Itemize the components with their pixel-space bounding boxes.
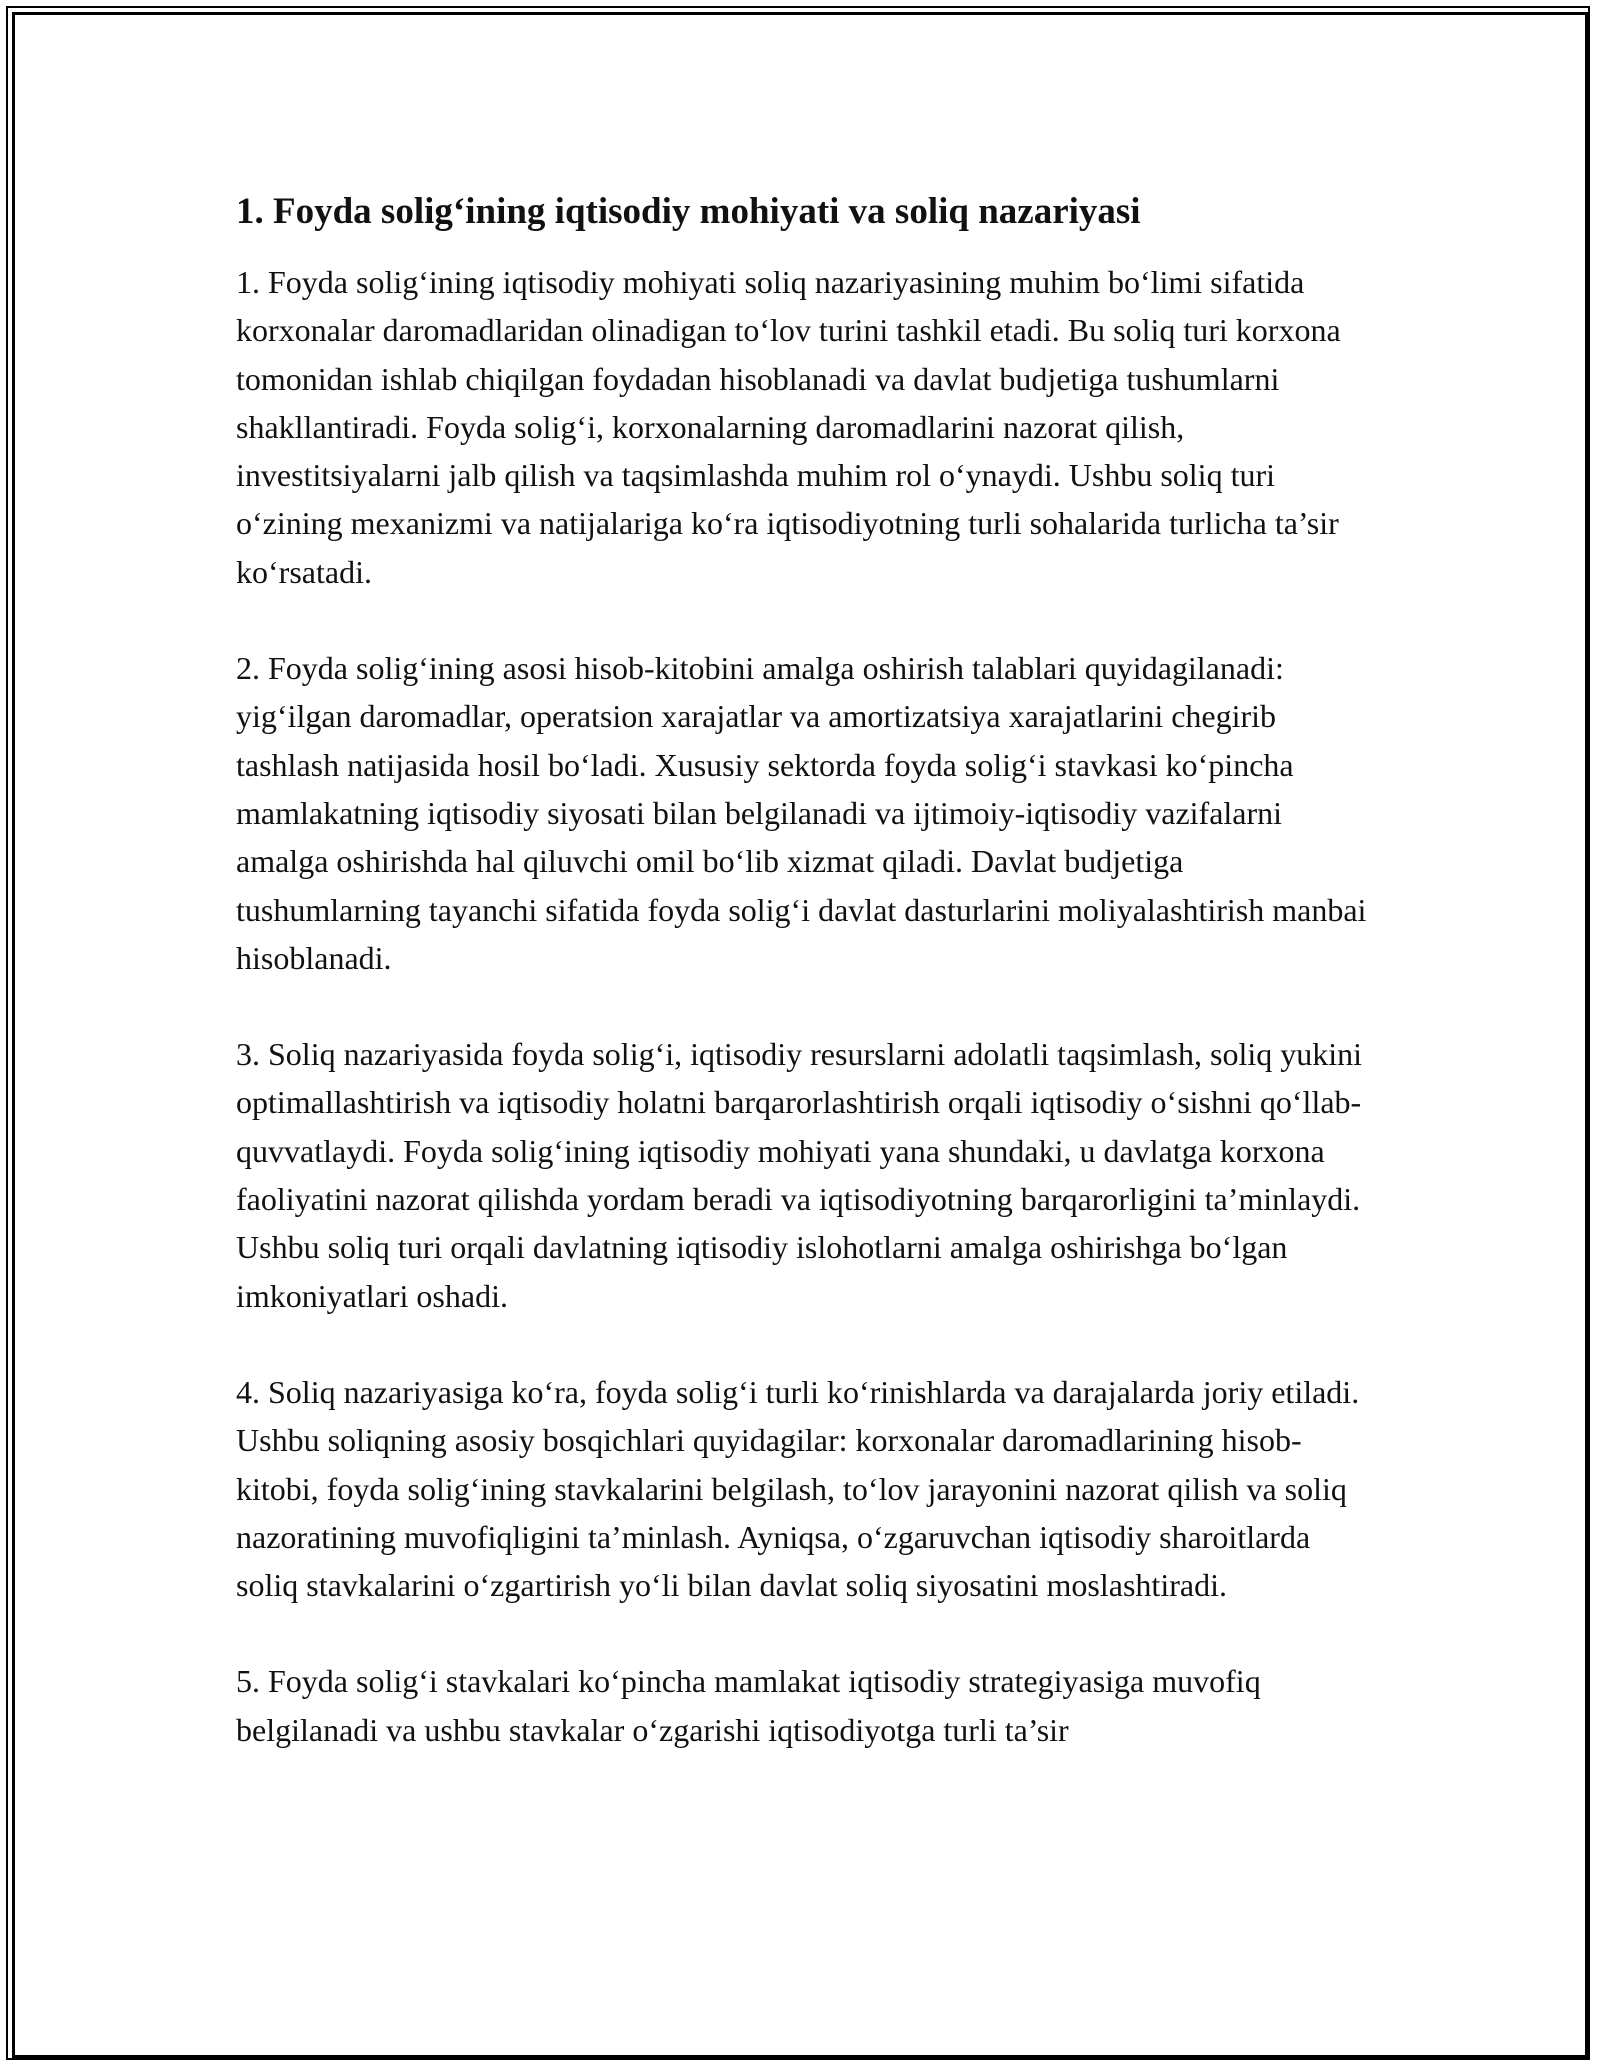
paragraph-3: 3. Soliq nazariyasida foyda solig‘i, iqtisodiy resurslarni adolatli taqsimlash, soliq yukini optimallashtirish va iqtisodiy holatni barqarorlashtirish orqali iqtisodiy o‘sishni qo‘llab-quvvatlaydi. Foyda solig‘ining iqtisodiy mohiyati yana shundaki, u davlatga korxona faoliyatini nazorat qilishda yordam beradi va iqtisodiyotning barqarorligini ta’minlaydi. Ushbu soliq turi orqali davlatning iqtisodiy islohotlarni amalga oshirishga bo‘lgan imkoniyatlari oshadi. xyxy=(236,1036,1363,1314)
paragraph-2: 2. Foyda solig‘ining asosi hisob-kitobini amalga oshirish talablari quyidagilanadi: yig‘ilgan daromadlar, operatsion xarajatlar va amortizatsiya xarajatlarini chegirib tashlash natijasida hosil bo‘ladi. Xususiy sektorda foyda solig‘i stavkasi ko‘pincha mamlakatning iqtisodiy siyosati bilan belgilanadi va ijtimoiy-iqtisodiy vazifalarni amalga oshirishda hal qiluvchi omil bo‘lib xizmat qiladi. Davlat budjetiga tushumlarning tayanchi sifatida foyda solig‘i davlat dasturlarini moliyalashtirish manbai hisoblanadi. xyxy=(236,650,1367,976)
paragraph-4: 4. Soliq nazariyasiga ko‘ra, foyda solig‘i turli ko‘rinishlarda va darajalarda joriy etiladi. Ushbu soliqning asosiy bosqichlari quyidagilar: korxonalar daromadlarining hisob-kitobi, foyda solig‘ining stavkalarini belgilash, to‘lov jarayonini nazorat qilish va soliq nazoratining muvofiqligini ta’minlash. Ayniqsa, o‘zgaruvchan iqtisodiy sharoitlarda soliq stavkalarini o‘zgartirish yo‘li bilan davlat soliq siyosatini moslashtiradi. xyxy=(236,1373,1360,1604)
paragraph-1: 1. Foyda solig‘ining iqtisodiy mohiyati soliq nazariyasining muhim bo‘limi sifatida korxonalar daromadlaridan olinadigan to‘lov turini tashkil etadi. Bu soliq turi korxona tomonidan ishlab chiqilgan foydadan hisoblanadi va davlat budjetiga tushumlarni shakllantiradi. Foyda solig‘i, korxonalarning daromadlarini nazorat qilish, investitsiyalarni jalb qilish va taqsimlashda muhim rol o‘ynaydi. Ushbu soliq turi o‘zining mexanizmi va natijalariga ko‘ra iqtisodiyotning turli sohalarida turlicha ta’sir ko‘rsatadi. xyxy=(236,264,1341,590)
document-body xyxy=(236,188,1376,1802)
document-title: 1. Foyda solig‘ining iqtisodiy mohiyati va soliq nazariyasi xyxy=(236,191,1141,232)
paragraph-5: 5. Foyda solig‘i stavkalari ko‘pincha mamlakat iqtisodiy strategiyasiga muvofiq belgilanadi va ushbu stavkalar o‘zgarishi iqtisodiyotga turli ta’sir xyxy=(236,1663,1261,1748)
